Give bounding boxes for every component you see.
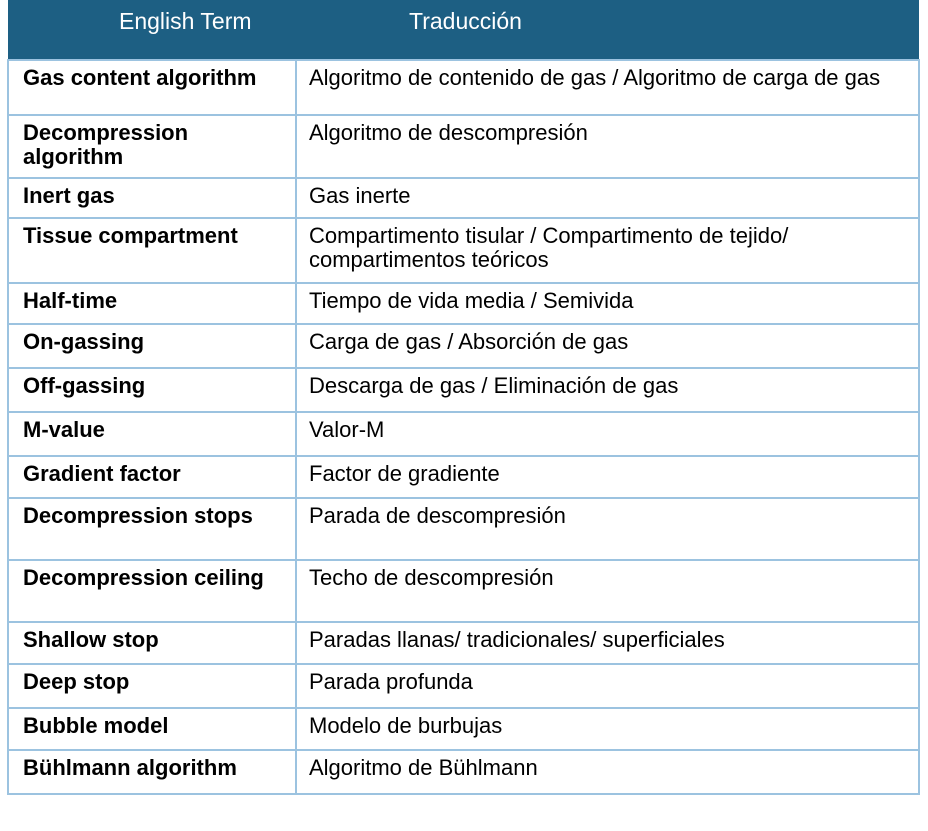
translation-cell: Algoritmo de Bühlmann <box>296 750 919 794</box>
term-cell: Tissue compartment <box>8 218 296 283</box>
term-cell: Deep stop <box>8 664 296 708</box>
term-cell: Half-time <box>8 283 296 324</box>
translation-cell: Gas inerte <box>296 178 919 218</box>
term-cell: Off-gassing <box>8 368 296 412</box>
translation-cell: Descarga de gas / Eliminación de gas <box>296 368 919 412</box>
term-cell: M-value <box>8 412 296 456</box>
term-cell: Bühlmann algorithm <box>8 750 296 794</box>
translation-cell: Techo de descompresión <box>296 560 919 622</box>
table-row <box>8 456 919 498</box>
header-row <box>8 0 919 60</box>
translation-cell: Factor de gradiente <box>296 456 919 498</box>
table-row <box>8 178 919 218</box>
term-cell: Gas content algorithm <box>8 60 296 115</box>
table-row <box>8 412 919 456</box>
term-cell: Shallow stop <box>8 622 296 664</box>
table-row <box>8 560 919 622</box>
table-row <box>8 324 919 368</box>
translation-cell: Valor-M <box>296 412 919 456</box>
translation-cell: Parada profunda <box>296 664 919 708</box>
translation-cell: Paradas llanas/ tradicionales/ superficiales <box>296 622 919 664</box>
table-row <box>8 115 919 178</box>
term-cell: Decompression algorithm <box>8 115 296 178</box>
header-english-term: English Term <box>8 0 296 60</box>
table-row <box>8 708 919 750</box>
translation-cell: Carga de gas / Absorción de gas <box>296 324 919 368</box>
term-cell: On-gassing <box>8 324 296 368</box>
table-row <box>8 60 919 115</box>
translation-cell: Tiempo de vida media / Semivida <box>296 283 919 324</box>
term-cell: Inert gas <box>8 178 296 218</box>
translation-cell: Algoritmo de contenido de gas / Algoritmo de carga de gas <box>296 60 919 115</box>
translation-cell: Compartimento tisular / Compartimento de tejido/ compartimentos teóricos <box>296 218 919 283</box>
header-translation: Traducción <box>296 0 919 60</box>
table-row <box>8 664 919 708</box>
table-row <box>8 368 919 412</box>
translation-cell: Modelo de burbujas <box>296 708 919 750</box>
translation-cell: Parada de descompresión <box>296 498 919 560</box>
table-row <box>8 283 919 324</box>
table-row <box>8 218 919 283</box>
term-cell: Gradient factor <box>8 456 296 498</box>
term-cell: Decompression stops <box>8 498 296 560</box>
term-cell: Bubble model <box>8 708 296 750</box>
table-row <box>8 498 919 560</box>
table-row <box>8 750 919 794</box>
table-row <box>8 622 919 664</box>
term-cell: Decompression ceiling <box>8 560 296 622</box>
glossary-table <box>7 0 920 795</box>
translation-cell: Algoritmo de descompresión <box>296 115 919 178</box>
